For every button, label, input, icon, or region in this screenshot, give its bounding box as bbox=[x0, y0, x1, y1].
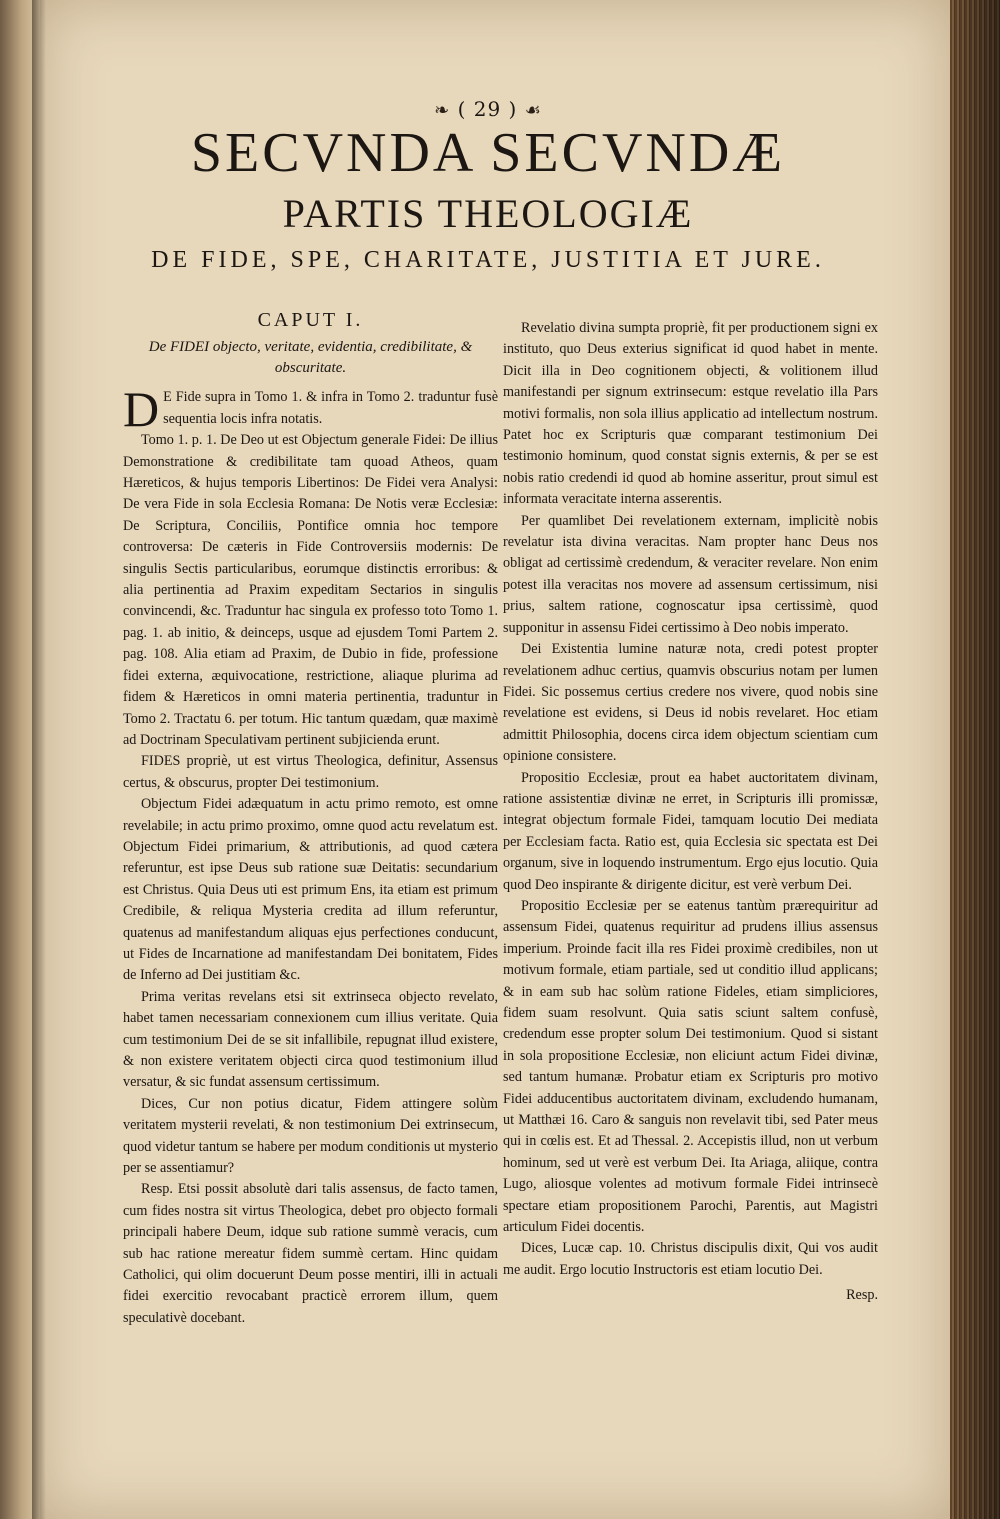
gutter-shadow bbox=[32, 0, 46, 1519]
page-content bbox=[88, 0, 888, 1519]
drop-cap: D bbox=[123, 381, 160, 438]
page-number bbox=[408, 97, 568, 121]
paragraph-text: E Fide supra in Tomo 1. & infra in Tomo 2. traduntur fusè sequentia locis infra notatis. bbox=[163, 389, 498, 427]
paragraph: Resp. Etsi possit absolutè dari talis assensus, de facto tamen, cum fides nostra sit virtus Theologica, debet pro objecto formali principali habere Deum, idque sub ratione summè veracis, cum sub hac ratione mereatur fidem summè certam. Hinc quidam Catholici, qui olim docuerunt Deum posse mentiri, illi in actuali fidei exercitio revocabant practicè errorem illum, quem speculativè docebant. bbox=[123, 1181, 498, 1326]
left-column bbox=[123, 310, 498, 1329]
paragraph: Per quamlibet Dei revelationem externam, implicitè nobis revelatur ista divina veracitas. Nam propter hanc Deus nos obligat ad certissimè credendum, & veraciter revelare. Non enim potest illa veracitas nos movere ad assensum certissimum, nisi prius, saltem ratione, cognoscatur ipsa certissimè, quod supponitur in assensu Fidei certissimo à Deo nobis imperato. bbox=[503, 512, 878, 636]
paragraph: Objectum Fidei adæquatum in actu primo remoto, est omne revelabile; in actu primo proximo, omne quod actu revelatum est. Objectum Fidei primarium, & attributionis, ad quod cætera referuntur, est ipse Deus sub ratione suæ Deitatis: secundarium est Christus. Quia Deus uti est primum Ens, ita etiam est primum Credibile, & reliqua Mysteria credita ad illum referuntur, quatenus ad manifestandum aliquas ejus perfectiones conducunt, ut Fides de Incarnatione ad manifestandam Dei bonitatem, Fides de Inferno ad Dei justitiam &c. bbox=[123, 796, 498, 984]
right-column bbox=[503, 318, 878, 1307]
chapter-subtitle: De FIDEI objecto, veritate, evidentia, credibilitate, & obscuritate. bbox=[148, 339, 473, 377]
paragraph: Propositio Ecclesiæ per se eatenus tantùm prærequiritur ad assensum Fidei, quatenus requiritur ad prudens illius assensus imperium. Proinde facit illa res Fidei proximè credibiles, non ut motivum formale, etiam partiale, sed ut conditio illud applicans; & in eam sub hac solùm ratione Fideles, etiam simpliciores, fidem suam resolvunt. Quia satis sciunt saltem confusè, credendum esse propter solum Dei testimonium. Quod si sistant in sola propositione Ecclesiæ, non eliciunt actum Fidei divinæ, sed tantum humanæ. Probatur etiam ex Scripturis pro motivo Fidei adducentibus auctoritatem divinam, excludendo humanam, ut Matthæi 16. Caro & sanguis non revelavit tibi, sed Pater meus qui in cœlis est. Et ad Thessal. 2. Accepistis illud, non ut verbum hominum, sed ut verè est verbum Dei. Ita Ariaga, aliique, contra Lugo, aliosque volentes ad motivum formale Fidei intrinsecè spectare etiam propositionem Parochi, Parentis, aut Magistri articulum Fidei docentis. bbox=[503, 897, 878, 1236]
book-page bbox=[40, 0, 950, 1519]
paragraph: Dices, Cur non potius dicatur, Fidem attingere solùm veritatem mysterii revelati, & non testimonium Dei extrinsecum, quod videtur tantum se habere per modum conditionis ut mysterio per se assentiamur? bbox=[123, 1095, 498, 1177]
folio-number: ( 29 ) bbox=[457, 97, 518, 121]
folio-ornament-right-icon: ☙ bbox=[524, 100, 542, 121]
paragraph bbox=[123, 381, 498, 438]
paragraph: FIDES propriè, ut est virtus Theologica, definitur, Assensus certus, & obscurus, propter Dei testimonium. bbox=[123, 753, 498, 791]
title-line-1: SECVNDA SECVNDÆ bbox=[190, 122, 786, 184]
catchword: Resp. bbox=[846, 1287, 878, 1304]
paragraph: Dices, Lucæ cap. 10. Christus discipulis dixit, Qui vos audit me audit. Ergo locutio Instructoris est etiam locutio Dei. bbox=[503, 1240, 878, 1278]
paragraph: Tomo 1. p. 1. De Deo ut est Objectum generale Fidei: De illius Demonstratione & credibilitate tam quoad Atheos, quam Hæreticos, & hujus temporis Libertinos: De Fidei vera Analysi: De vera Fide in sola Ecclesia Romana: De Notis veræ Ecclesiæ: De Scriptura, Conciliis, Pontifice omnia hoc tempore controversa: De cæteris in Fide Controversiis modernis: De singulis Sectis particularibus, eorumque distinctis erroribus: & alia pertinentia ad Praxim expeditam Sectarios in singulis convincendi, &c. Traduntur hac singula ex professo toto Tomo 1. pag. 1. ab initio, & deinceps, usque ad ejusdem Tomi Partem 2. pag. 108. Alia etiam ad Praxim, de Dubio in fide, professione fidei externa, æquivocatione, restrictione, aliaque plurima ad fidem & Hæreticos in omni materia pertinentia, traduntur in Tomo 2. Tractatu 6. per totum. Hic tantum quædam, quæ maximè ad Doctrinam Speculativam pertinent subjicienda erunt. bbox=[123, 432, 498, 748]
book-fore-edge bbox=[950, 0, 1000, 1519]
paragraph: Prima veritas revelans etsi sit extrinseca objecto revelato, habet tamen necessariam connexionem cum illius veritate. Quia cum testimonium Dei de se sit infallibile, repugnat illud existere, & non existere veritatem objecti circa quod testimonium illud versatur, & sic fundat assensum certissimum. bbox=[123, 988, 498, 1091]
title-line-2: PARTIS THEOLOGIÆ bbox=[282, 191, 694, 236]
paragraph: Revelatio divina sumpta propriè, fit per productionem signi ex instituto, quo Deus exterius significat id quod habet in mente. Dicit illa in Deo cognitionem objecti, & volitionem illud manifestandi per signum extrinsecum: estque revelatio illa Pars motivi formalis, non sola illius applicatio ad intellectum nostrum. Patet hoc ex Scripturis quæ comparant testimonium Dei testimonio hominum, quod constat signis externis, & per se est nobis ratio credendi id quod ab homine asseritur, prout simul est informata veracitate interna asserentis. bbox=[503, 320, 878, 508]
paragraph: Dei Existentia lumine naturæ nota, credi potest propter revelationem adhuc certius, quamvis obscurius notam per lumen Fidei. Sic possemus certius credere nos vivere, quod nobis sine revelatione est evidens, si Deus id nobis revelaret. Hoc etiam admittit Philosophia, docens circa idem objectum scientiam cum opinione consistere. bbox=[503, 641, 878, 765]
chapter-heading: CAPUT I. bbox=[257, 309, 364, 331]
paragraph: Propositio Ecclesiæ, prout ea habet auctoritatem divinam, ratione assistentiæ divinæ ne erret, in Scripturis illi promissæ, integrat objectum formale Fidei, tamquam locutio Dei mediata per Ecclesiam facta. Ratio est, quia Ecclesia sic spectata est Dei organum, sive in loquendo instrumentum. Ergo ejus locutio. Quia quod Deo inspirante & dirigente dicitur, est verè verbum Dei. bbox=[503, 769, 878, 893]
title-line-3: DE FIDE, SPE, CHARITATE, JUSTITIA ET JURE. bbox=[151, 247, 825, 273]
folio-ornament-left-icon: ❧ bbox=[434, 100, 451, 121]
